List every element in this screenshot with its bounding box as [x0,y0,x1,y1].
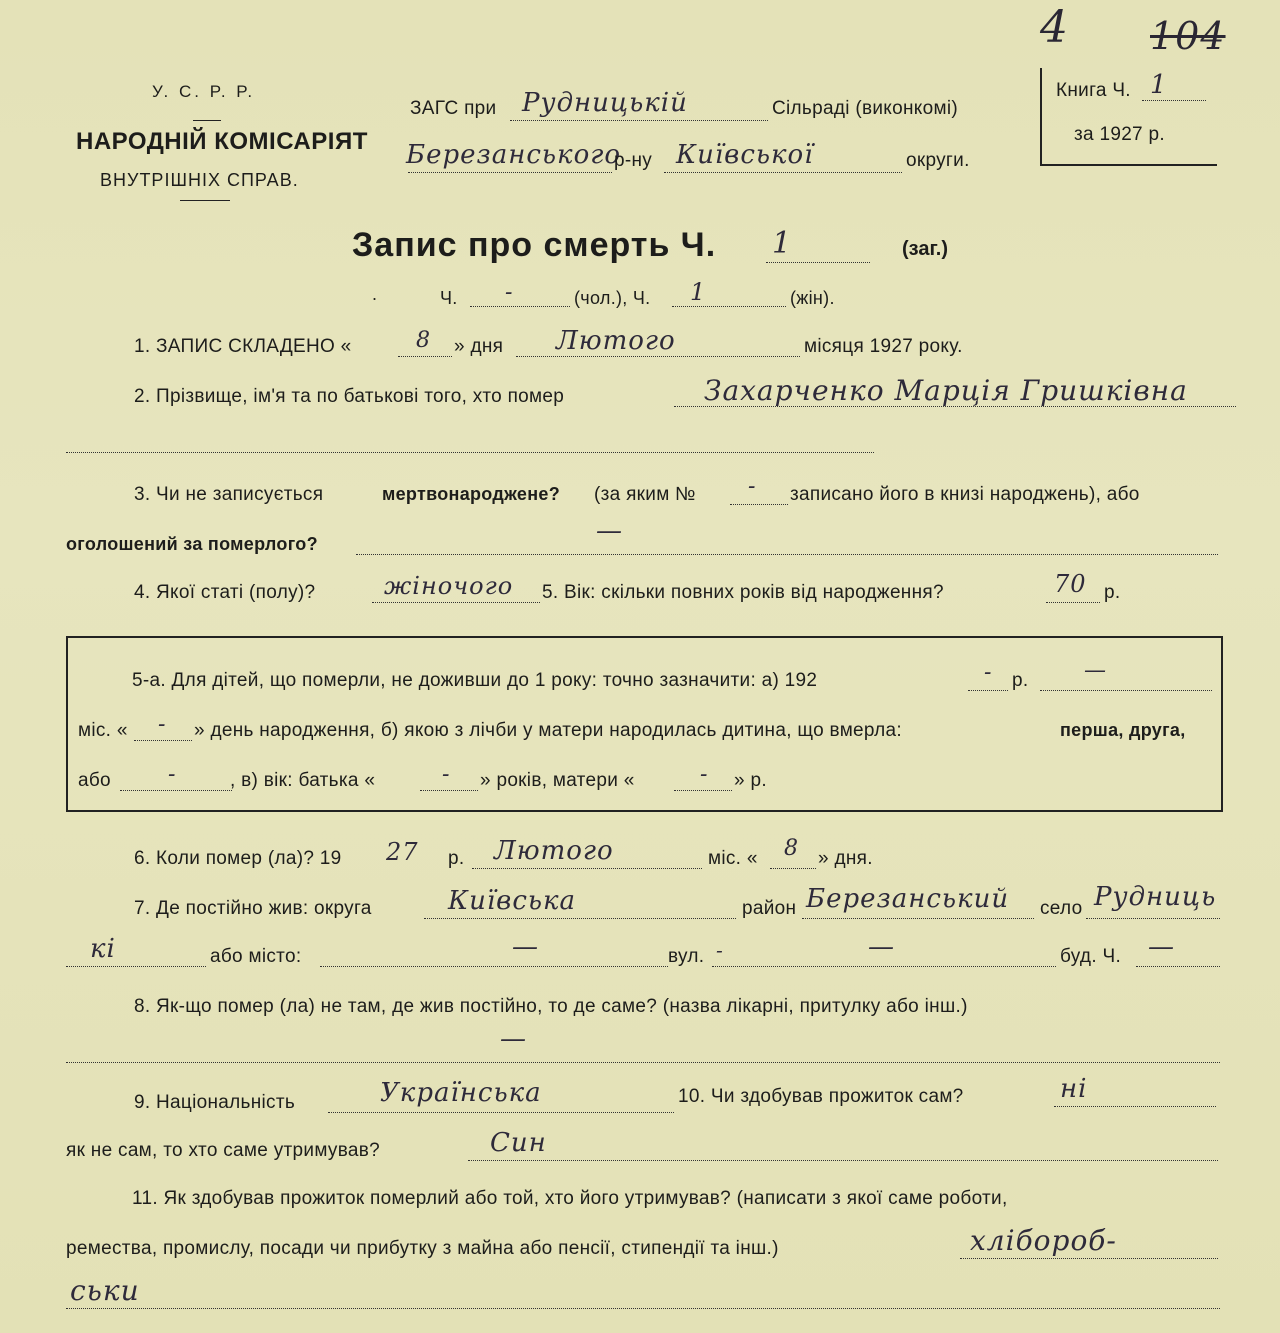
field5a-father-line [420,790,478,791]
book-number-value: 1 [1150,70,1168,100]
subtitle-ch: Ч. [440,288,458,308]
field3-declared-value: — [596,516,623,546]
field9-value: Українська [380,1078,542,1108]
field5a-day-line [134,740,192,741]
field7-misto-label: або місто: [210,946,302,967]
field10-line2: як не сам, то хто саме утримував? [66,1140,381,1161]
field7-bud-label: буд. Ч. [1060,946,1122,967]
male-count-line [470,306,570,307]
field11-line2: ремества, промислу, посади чи прибутку з майна або пенсії, стипендії та інш.) [66,1238,779,1259]
field10-who-line [468,1160,1218,1161]
field7-misto-line [320,966,668,967]
field10-label: 10. Чи здобував прожиток сам? [678,1086,964,1107]
commissariat-title: НАРОДНІЙ КОМІСАРІЯТ [76,128,368,155]
field5a-line3-a: або [78,770,111,791]
field11-value1: хлібороб- [970,1224,1117,1257]
book-year: за 1927 р. [1074,124,1165,145]
field4-value: жіночого [384,572,514,600]
ussr-rule [193,120,221,121]
zags-district-label: р-ну [614,150,653,171]
field9-label: 9. Національність [134,1092,296,1113]
field7-selo-value: Рудниць [1094,882,1217,912]
field3-number-value: - [748,474,757,499]
field7-vul-line [712,966,1056,967]
field2-value: Захарченко Марція Гришківна [704,374,1188,407]
archive-sheet-number: 4 [1040,2,1069,53]
field1-month-line [516,356,800,357]
field1-month-value: Лютого [556,326,676,356]
field5a-line2-a: міс. « [78,720,128,741]
field6-year-value: 27 [386,838,419,866]
field6-month-value: Лютого [494,836,614,866]
field3-declared-dead: оголошений за померлого? [66,534,318,554]
zags-okruha-line [664,172,902,173]
record-title: Запис про смерть Ч. [352,226,717,264]
field7-vul-label: вул. [668,946,705,967]
book-number-line [1142,100,1206,101]
field7-selo-line [1086,918,1220,919]
field7-misto-value: — [512,932,539,962]
field9-line [328,1112,674,1113]
field3-declared-line [356,554,1218,555]
field4-label: 4. Якої статі (полу)? [134,582,316,603]
zags-district-value: Березанського [406,140,622,170]
field1-end: місяця 1927 року. [804,336,963,357]
field7-vul-value: — [868,932,895,962]
field7-raion-label: район [742,898,797,919]
field5a-order-value: - [168,762,177,787]
field7-okruha-line [424,918,736,919]
field7-raion-value: Березанський [806,884,1010,914]
field3-label-a: 3. Чи не записується [134,484,324,505]
field7-label: 7. Де постійно жив: округа [134,898,372,919]
field5a-order-line [120,790,232,791]
record-suffix: (заг.) [902,238,949,260]
field7-bud-line [1136,966,1220,967]
field2-label: 2. Прізвище, ім'я та по батькові того, хто помер [134,386,565,407]
record-number-line [766,262,870,263]
zags-district-line [408,172,612,173]
field5a-line3-b: , в) вік: батька « [230,770,376,791]
field6-label: 6. Коли помер (ла)? 19 [134,848,342,869]
field6-end: » дня. [818,848,873,869]
field5a-month-value: — [1084,658,1107,683]
zags-okruha-value: Київської [676,140,814,170]
field5a-year-line [968,690,1008,691]
field10-value: ні [1060,1074,1088,1104]
book-label: Книга Ч. [1056,80,1131,101]
archive-page-number: 104 [1150,14,1226,58]
field3-label-d: записано його в книзі народжень), або [790,484,1140,505]
zags-okruha-label: округи. [906,150,970,171]
field3-label-c: (за яким № [594,484,696,505]
field6-mis: міс. « [708,848,758,869]
male-count-value: - [505,280,514,305]
field10-line [1054,1106,1216,1107]
field3-stillborn: мертвонароджене? [382,484,560,504]
field7-line2-value: кі [90,934,116,964]
field8-line [66,1062,1220,1063]
zags-council-line [510,120,768,121]
zags-council-label: Сільраді (виконкомі) [772,98,958,119]
field7-vul-mark: - [716,938,724,962]
field1-mid: » дня [454,336,504,357]
ussr-label: У. С. Р. Р. [152,82,256,101]
field5-line [1046,602,1100,603]
field8-label: 8. Як-що помер (ла) не там, де жив постійно, то де саме? (назва лікарні, притулку або інш.) [134,996,968,1017]
male-count-label: (чол.), Ч. [574,288,651,308]
field5a-year-value: - [984,660,993,685]
field5a-month-line [1040,690,1212,691]
field5a-line1: 5-а. Для дітей, що померли, не доживши до 1 року: точно зазначити: а) 192 [132,670,818,691]
commissariat-rule [180,200,230,201]
field6-day-line [770,868,816,869]
field6-r: р. [448,848,465,869]
zags-prefix: ЗАГС при [410,98,497,119]
field5a-line3-d: » р. [734,770,767,791]
field7-line2 [66,966,206,967]
field8-value: — [500,1024,527,1054]
field4-line [372,602,540,603]
subtitle-dot: . [372,284,378,304]
field5a-mother-line [674,790,732,791]
zags-council-value: Рудницькій [522,88,688,118]
field5a-r: р. [1012,670,1029,691]
field5a-day-value: - [158,712,167,737]
field11-line3 [66,1308,1220,1309]
field7-selo-label: село [1040,898,1083,919]
field6-month-line [472,868,702,869]
field11-line [960,1258,1218,1259]
field11-line1: 11. Як здобував прожиток померлий або той, хто його утримував? (написати з якої саме роботи, [132,1188,1008,1209]
field2-line2 [66,452,874,453]
field5a-order-options: перша, друга, [1060,720,1186,740]
field5a-mother-value: - [700,762,709,787]
field1-label: 1. ЗАПИС СКЛАДЕНО « [134,336,352,357]
field3-number-line [730,504,788,505]
field7-bud-value: — [1148,932,1175,962]
field5a-line2-b: » день народження, б) якою з лічби у матери народилась дитина, що вмерла: [194,720,902,741]
female-count-label: (жін). [790,288,835,308]
field5-label: 5. Вік: скільки повних років від народження? [542,582,944,603]
record-number-value: 1 [772,226,793,261]
field5-unit: р. [1104,582,1121,603]
field6-day-value: 8 [784,836,799,861]
field5a-father-value: - [442,762,451,787]
field11-value2: ськи [70,1274,140,1307]
field1-day-line [398,356,452,357]
field7-okruha-value: Київська [448,886,577,916]
female-count-line [672,306,786,307]
female-count-value: 1 [690,278,707,306]
field7-raion-line [802,918,1034,919]
field5-value: 70 [1054,570,1087,598]
field1-day-value: 8 [416,328,431,353]
field5a-line3-c: » років, матери « [480,770,635,791]
field10-who-value: Син [490,1128,547,1158]
commissariat-subtitle: ВНУТРІШНІХ СПРАВ. [100,170,299,190]
